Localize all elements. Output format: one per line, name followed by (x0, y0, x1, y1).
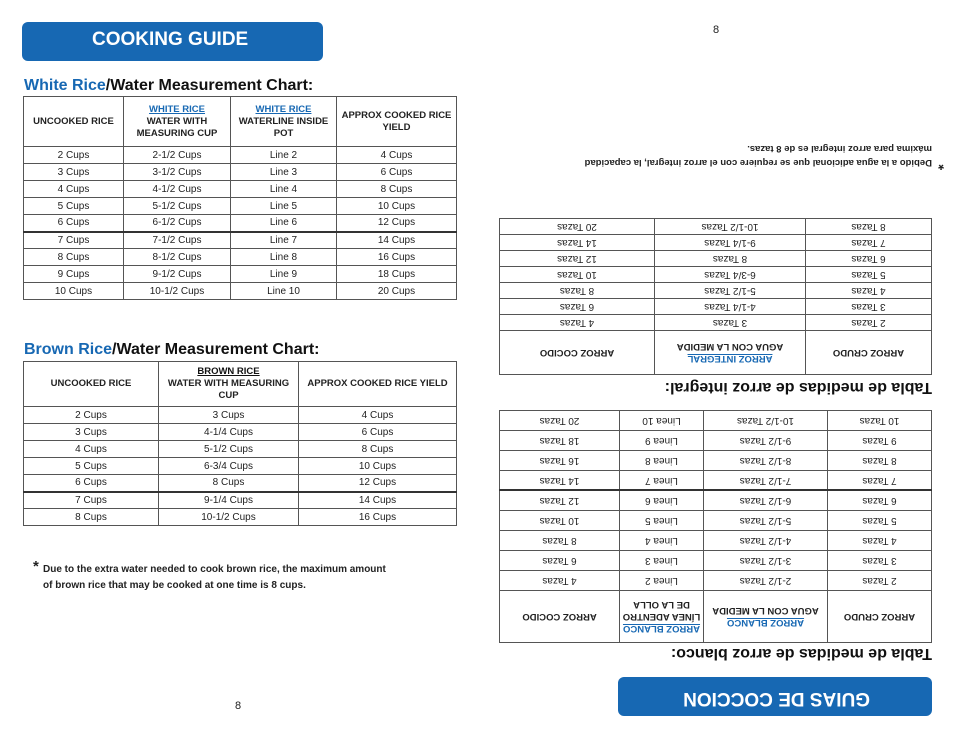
table-cell: 14 Tazas (500, 471, 620, 491)
brown-rice-note-es (512, 141, 944, 173)
table-cell: 7 Cups (24, 232, 124, 249)
table-cell: 8 Tazas (655, 251, 806, 267)
cooking-guide-banner (22, 22, 323, 61)
table-cell: 5 Cups (24, 198, 124, 215)
white-rice-table-es (499, 410, 932, 643)
table-cell: 5 Tazas (828, 511, 932, 531)
table-cell: 6 Cups (299, 424, 457, 441)
page-number-bottom: 8 (235, 700, 242, 712)
table-cell: 3-1/2 Cups (124, 164, 231, 181)
table-cell: 6 Tazas (828, 491, 932, 511)
table-cell: 10-1/2 Tazas (704, 411, 828, 431)
table-cell: 4-1/4 Cups (159, 424, 299, 441)
brown-rice-note (33, 558, 453, 594)
table-row (500, 511, 932, 531)
table-cell: 4-1/2 Tazas (704, 531, 828, 551)
table-cell: 12 Cups (299, 475, 457, 492)
table-cell: 12 Tazas (500, 251, 655, 267)
brown-rice-heading-es: Tabla de medidas de arroz integral: (664, 379, 932, 396)
white-rice-heading (24, 77, 313, 95)
table-cell: 5-1/2 Tazas (655, 283, 806, 299)
table-cell: Linea 4 (620, 531, 704, 551)
banner-title-es: GUIAS DE COCCION (683, 688, 870, 709)
table-cell: 7-1/2 Tazas (704, 471, 828, 491)
table-row (24, 232, 457, 249)
table-cell: 9-1/2 Cups (124, 266, 231, 283)
table-cell: 7-1/2 Cups (124, 232, 231, 249)
table-cell: 6 Tazas (500, 551, 620, 571)
table-cell: 18 Cups (337, 266, 457, 283)
table-row (500, 251, 932, 267)
table-cell: 6-1/2 Cups (124, 215, 231, 232)
table-cell: 8 Cups (299, 441, 457, 458)
table-cell: 8 Cups (24, 249, 124, 266)
table-cell: 4 Cups (299, 407, 457, 424)
white-rice-heading-colored: White Rice (24, 77, 106, 94)
table-cell: 4-1/2 Cups (124, 181, 231, 198)
table-row (24, 509, 457, 526)
header-arroz-blanco-label: ARROZ BLANCO (726, 617, 805, 629)
table-cell: Linea 6 (620, 491, 704, 511)
guias-banner (618, 677, 932, 716)
table-row (500, 219, 932, 235)
table-cell: 16 Cups (337, 249, 457, 266)
table-row (24, 441, 457, 458)
table-cell: Linea 10 (620, 411, 704, 431)
table-row (24, 475, 457, 492)
table-row (500, 531, 932, 551)
table-cell: Line 8 (231, 249, 337, 266)
white-rice-heading-es: Tabla de medidas de arroz blanco: (670, 645, 932, 662)
table-cell: 7 Cups (24, 492, 159, 509)
table-cell: Linea 3 (620, 551, 704, 571)
table-cell: 20 Tazas (500, 219, 655, 235)
table-cell: Line 10 (231, 283, 337, 300)
table-cell: 7 Tazas (806, 235, 932, 251)
header-arroz-crudo: ARROZ CRUDO (806, 331, 932, 375)
table-cell: 16 Cups (299, 509, 457, 526)
brown-rice-table-es (499, 218, 932, 375)
table-cell: 6 Cups (24, 215, 124, 232)
header-agua-medida: ARROZ BLANCO AGUA CON LA MEDIDA (704, 591, 828, 643)
table-cell: 14 Cups (299, 492, 457, 509)
table-cell: 18 Tazas (500, 431, 620, 451)
table-cell: 4 Tazas (806, 283, 932, 299)
brown-rice-heading-rest: /Water Measurement Chart: (112, 341, 320, 358)
table-cell: 12 Cups (337, 215, 457, 232)
table-cell: 9-1/2 Tazas (704, 431, 828, 451)
table-cell: Line 4 (231, 181, 337, 198)
header-brown-rice-label: BROWN RICE (197, 366, 260, 377)
table-cell: 2 Cups (24, 407, 159, 424)
table-row (24, 147, 457, 164)
table-row (500, 411, 932, 431)
table-cell: Line 5 (231, 198, 337, 215)
header-agua-medida: ARROZ INTEGRAL AGUA CON LA MEDIDA (655, 331, 806, 375)
table-cell: 3-1/2 Tazas (704, 551, 828, 571)
table-cell: 10-1/2 Cups (124, 283, 231, 300)
brown-rice-table (23, 361, 457, 526)
header-uncooked-rice: UNCOOKED RICE (24, 97, 124, 147)
table-cell: Linea 8 (620, 451, 704, 471)
note-line-2-es: máxima para arroz integral es de 8 tazas. (747, 143, 932, 154)
table-cell: Line 9 (231, 266, 337, 283)
table-cell: 5 Cups (24, 458, 159, 475)
table-row (500, 431, 932, 451)
table-cell: Linea 5 (620, 511, 704, 531)
table-cell: 5 Tazas (806, 267, 932, 283)
table-row (24, 266, 457, 283)
table-cell: 10 Tazas (500, 511, 620, 531)
table-row (24, 458, 457, 475)
table-cell: 8-1/2 Tazas (704, 451, 828, 471)
page-number-top: 8 (713, 24, 720, 36)
table-cell: Line 3 (231, 164, 337, 181)
table-cell: 4 Tazas (500, 571, 620, 591)
table-row (500, 299, 932, 315)
table-cell: 10 Tazas (500, 267, 655, 283)
table-row (500, 235, 932, 251)
table-cell: 6 Cups (337, 164, 457, 181)
note-asterisk: * (33, 558, 39, 575)
header-arroz-integral-label: ARROZ INTEGRAL (687, 353, 773, 365)
table-row (24, 492, 457, 509)
table-cell: Linea 2 (620, 571, 704, 591)
table-cell: 5-1/2 Tazas (704, 511, 828, 531)
table-cell: 6-1/2 Tazas (704, 491, 828, 511)
note-line-2: of brown rice that may be cooked at one time is 8 cups. (43, 580, 306, 591)
table-cell: 10 Cups (337, 198, 457, 215)
brown-rice-rows-es (500, 219, 932, 331)
table-cell: 9 Tazas (828, 431, 932, 451)
table-cell: 4 Cups (24, 441, 159, 458)
table-cell: 4 Tazas (828, 531, 932, 551)
table-cell: 8 Cups (337, 181, 457, 198)
table-cell: 4 Cups (337, 147, 457, 164)
table-cell: 4-1/4 Tazas (655, 299, 806, 315)
table-cell: 3 Cups (159, 407, 299, 424)
table-cell: 9 Cups (24, 266, 124, 283)
table-cell: 20 Cups (337, 283, 457, 300)
table-cell: 10-1/2 Tazas (655, 219, 806, 235)
table-cell: Line 2 (231, 147, 337, 164)
banner-title: COOKING GUIDE (92, 29, 249, 50)
table-cell: 2 Cups (24, 147, 124, 164)
spanish-page (477, 0, 954, 738)
table-cell: 6-3/4 Cups (159, 458, 299, 475)
header-arroz-cocido: ARROZ COCIDO (500, 331, 655, 375)
header-white-rice-label: WHITE RICE (149, 103, 205, 115)
header-arroz-crudo: ARROZ CRUDO (828, 591, 932, 643)
header-cooked-yield: APPROX COOKED RICE YIELD (299, 362, 457, 407)
table-cell: 10 Cups (24, 283, 124, 300)
table-cell: 8 Tazas (500, 283, 655, 299)
table-cell: 3 Tazas (806, 299, 932, 315)
table-cell: 8 Tazas (828, 451, 932, 471)
table-cell: 6 Cups (24, 475, 159, 492)
brown-rice-heading-colored: Brown Rice (24, 341, 113, 358)
note-asterisk-es: * (938, 156, 944, 173)
table-row (24, 181, 457, 198)
table-cell: 4 Cups (24, 181, 124, 198)
table-row (500, 451, 932, 471)
table-row (500, 491, 932, 511)
table-cell: Linea 7 (620, 471, 704, 491)
table-cell: 6 Tazas (806, 251, 932, 267)
header-uncooked-rice: UNCOOKED RICE (24, 362, 159, 407)
brown-rice-rows (24, 407, 457, 526)
table-row (500, 471, 932, 491)
table-cell: 3 Tazas (655, 315, 806, 331)
table-cell: 2 Tazas (828, 571, 932, 591)
header-cooked-yield: APPROX COOKED RICE YIELD (337, 97, 457, 147)
table-cell: 3 Cups (24, 424, 159, 441)
table-row (24, 164, 457, 181)
table-cell: Line 6 (231, 215, 337, 232)
table-row (24, 249, 457, 266)
white-rice-table (23, 96, 457, 300)
header-water-measuring-cup: BROWN RICE WATER WITH MEASURING CUP (159, 362, 299, 407)
table-cell: 10 Cups (299, 458, 457, 475)
table-row (500, 571, 932, 591)
table-cell: 8 Cups (24, 509, 159, 526)
note-line-1-es: Debido a la agua adicional que se requiere con el arroz integral, la capacidad (584, 157, 932, 168)
table-cell: 6-3/4 Tazas (655, 267, 806, 283)
table-cell: 8 Tazas (806, 219, 932, 235)
table-cell: 10-1/2 Cups (159, 509, 299, 526)
table-cell: 14 Tazas (500, 235, 655, 251)
table-cell: 9-1/4 Tazas (655, 235, 806, 251)
table-cell: Linea 9 (620, 431, 704, 451)
table-row (24, 424, 457, 441)
table-cell: 14 Cups (337, 232, 457, 249)
note-line-1: Due to the extra water needed to cook brown rice, the maximum amount (43, 564, 386, 575)
table-cell: 5-1/2 Cups (124, 198, 231, 215)
table-cell: 10 Tazas (828, 411, 932, 431)
table-cell: 20 Tazas (500, 411, 620, 431)
table-row (500, 283, 932, 299)
table-cell: 2-1/2 Tazas (704, 571, 828, 591)
table-cell: 12 Tazas (500, 491, 620, 511)
table-cell: 9-1/4 Cups (159, 492, 299, 509)
table-row (24, 283, 457, 300)
table-row (24, 198, 457, 215)
table-cell: Line 7 (231, 232, 337, 249)
table-row (500, 267, 932, 283)
table-row (24, 215, 457, 232)
white-rice-heading-rest: /Water Measurement Chart: (105, 77, 314, 94)
header-water-measuring-cup: WHITE RICE WATER WITH MEASURING CUP (124, 97, 231, 147)
white-rice-rows-es (500, 411, 932, 591)
table-cell: 5-1/2 Cups (159, 441, 299, 458)
table-row (24, 407, 457, 424)
table-row (500, 315, 932, 331)
brown-rice-heading (24, 341, 319, 359)
table-row (500, 551, 932, 571)
white-rice-rows (24, 147, 457, 300)
table-cell: 8-1/2 Cups (124, 249, 231, 266)
table-cell: 8 Tazas (500, 531, 620, 551)
table-cell: 2-1/2 Cups (124, 147, 231, 164)
table-cell: 3 Tazas (828, 551, 932, 571)
header-arroz-blanco-label: ARROZ BLANCO (622, 623, 701, 635)
header-white-rice-label: WHITE RICE (255, 103, 312, 115)
header-arroz-cocido: ARROZ COCIDO (500, 591, 620, 643)
table-cell: 3 Cups (24, 164, 124, 181)
table-cell: 8 Cups (159, 475, 299, 492)
header-waterline: WHITE RICE WATERLINE INSIDE POT (231, 97, 337, 147)
table-cell: 7 Tazas (828, 471, 932, 491)
table-cell: 4 Tazas (500, 315, 655, 331)
table-cell: 6 Tazas (500, 299, 655, 315)
table-cell: 2 Tazas (806, 315, 932, 331)
header-linea-olla: ARROZ BLANCO LÍNEA ADENTRO DE LA OLLA (620, 591, 704, 643)
table-cell: 16 Tazas (500, 451, 620, 471)
